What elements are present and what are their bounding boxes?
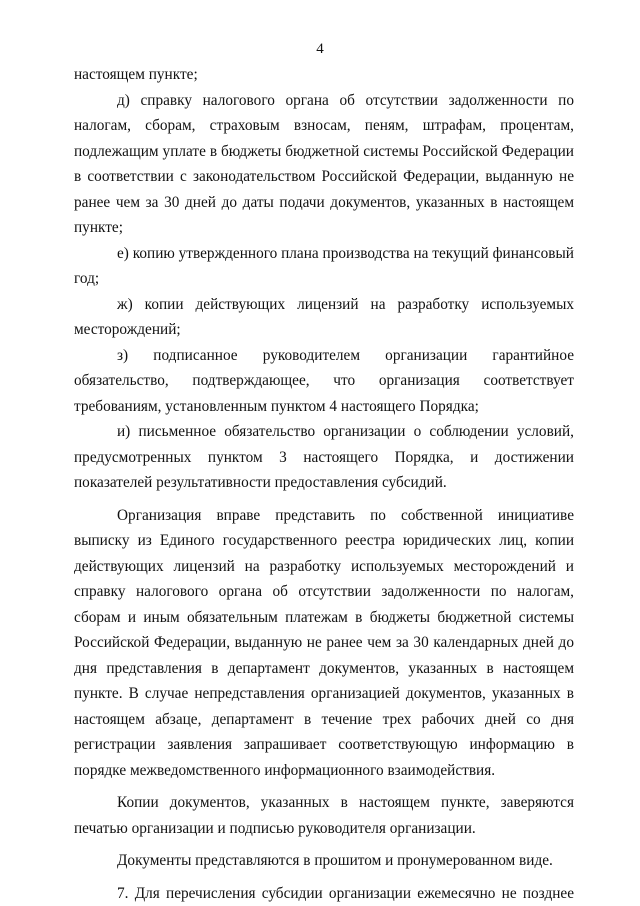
paragraph-item-zh: ж) копии действующих лицензий на разработку используемых месторождений; (74, 292, 574, 343)
paragraph-documents-bound: Документы представляются в прошитом и пронумерованном виде. (74, 848, 574, 874)
paragraph-item-e: е) копию утвержденного плана производства на текущий финансовый год; (74, 241, 574, 292)
paragraph-continuation: настоящем пункте; (74, 62, 574, 88)
paragraph-copies-certified: Копии документов, указанных в настоящем пункте, заверяются печатью организации и подписью руководителя организации. (74, 790, 574, 841)
paragraph-section-7: 7. Для перечисления субсидии организации ежемесячно не позднее (74, 881, 574, 906)
paragraph-item-i: и) письменное обязательство организации о соблюдении условий, предусмотренных пунктом 3 настоящего Порядка, и достижении показателей результативности предоставления субсидий. (74, 419, 574, 496)
paragraph-item-d: д) справку налогового органа об отсутствии задолженности по налогам, сборам, страховым взносам, пеням, штрафам, процентам, подлежащим уплате в бюджеты бюджетной системы Российской Федерации в соответствии с законодательством Российской Федерации, выданную не ранее чем за 30 дней до даты подачи документов, указанных в настоящем пункте; (74, 88, 574, 241)
paragraph-item-z: з) подписанное руководителем организации гарантийное обязательство, подтверждающее, что организация соответствует требованиям, установленным пунктом 4 настоящего Порядка; (74, 343, 574, 420)
paragraph-organization-right: Организация вправе представить по собственной инициативе выписку из Единого государственного реестра юридических лиц, копии действующих лицензий на разработку используемых месторождений и справку налогового органа об отсутствии задолженности по налогам, сборам и иным обязательным платежам в бюджеты бюджетной системы Российской Федерации, выданную не ранее чем за 30 календарных дней до дня представления в департамент документов, указанных в настоящем пункте. В случае непредставления организацией документов, указанных в настоящем абзаце, департамент в течение трех рабочих дней со дня регистрации заявления запрашивает соответствующую информацию в порядке межведомственного информационного взаимодействия. (74, 503, 574, 784)
document-body (74, 62, 574, 906)
page-number: 4 (0, 40, 640, 58)
